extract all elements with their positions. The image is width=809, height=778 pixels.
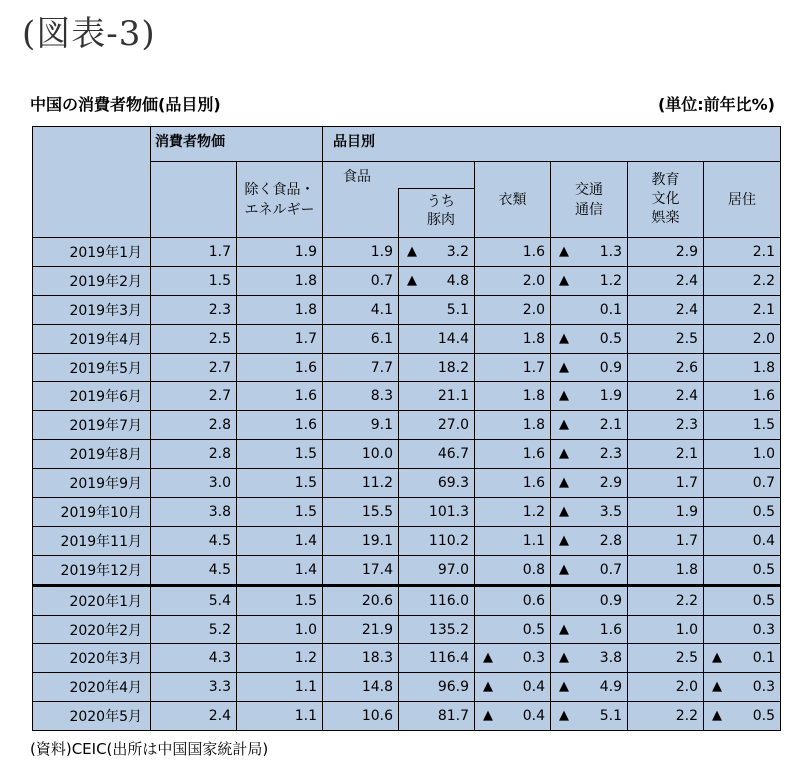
cell-food: 4.1	[323, 295, 399, 324]
cell-cpi: 2.5	[151, 324, 237, 353]
cell-clothing: 0.5	[475, 615, 551, 644]
table-row	[33, 353, 781, 382]
negative-triangle-icon: ▲	[483, 679, 493, 695]
cell-pork: 81.7	[399, 702, 475, 731]
header-pork	[399, 189, 475, 238]
cell-education: 2.5	[628, 324, 704, 353]
cell-month: 2020年4月	[33, 673, 151, 702]
cell-value: 3.5	[599, 503, 622, 520]
cell-pork: 110.2	[399, 526, 475, 555]
figure-label: (図表-3)	[22, 14, 156, 54]
cell-pork: 5.1	[399, 295, 475, 324]
negative-triangle-icon: ▲	[559, 503, 569, 519]
cell-education: 2.0	[628, 673, 704, 702]
negative-triangle-icon: ▲	[559, 272, 569, 288]
negative-triangle-icon: ▲	[559, 475, 569, 491]
header-core-line2: エネルギー	[244, 201, 315, 218]
cell-housing: 0.5	[704, 498, 781, 527]
table-row	[33, 526, 781, 555]
cell-cpi: 2.7	[151, 382, 237, 411]
cell-value: 2.3	[599, 446, 622, 463]
cell-transport	[551, 644, 628, 673]
cell-value: 0.4	[522, 708, 545, 725]
cell-housing: 0.4	[704, 526, 781, 555]
cell-transport	[551, 266, 628, 295]
cell-value: 0.9	[599, 359, 622, 376]
header-edu-line3: 娯楽	[651, 210, 680, 226]
cell-core: 1.8	[237, 266, 323, 295]
cell-core: 1.5	[237, 440, 323, 469]
table-title: 中国の消費者物価(品目別)	[30, 95, 221, 114]
cell-core: 1.6	[237, 411, 323, 440]
cell-core: 1.5	[237, 469, 323, 498]
cell-pork: 135.2	[399, 615, 475, 644]
cell-cpi: 2.4	[151, 702, 237, 731]
negative-triangle-icon: ▲	[559, 650, 569, 666]
cell-value: 2.9	[599, 475, 622, 492]
cell-pork: 97.0	[399, 555, 475, 585]
cell-education: 1.0	[628, 615, 704, 644]
cell-value: 4.8	[446, 272, 469, 289]
cell-education: 2.2	[628, 585, 704, 615]
cell-core: 1.1	[237, 673, 323, 702]
cell-transport	[551, 382, 628, 411]
cell-month: 2019年2月	[33, 266, 151, 295]
cell-transport	[551, 702, 628, 731]
table-row	[33, 382, 781, 411]
cell-housing: 1.5	[704, 411, 781, 440]
cell-pork: 27.0	[399, 411, 475, 440]
table-row	[33, 411, 781, 440]
cell-transport	[551, 324, 628, 353]
negative-triangle-icon: ▲	[407, 243, 417, 259]
cell-housing: 2.1	[704, 295, 781, 324]
cell-transport	[551, 526, 628, 555]
cell-value: 3.8	[599, 650, 622, 667]
cell-core: 1.9	[237, 238, 323, 267]
cell-core: 1.5	[237, 498, 323, 527]
negative-triangle-icon: ▲	[559, 446, 569, 462]
negative-triangle-icon: ▲	[483, 708, 493, 724]
cell-cpi: 1.7	[151, 238, 237, 267]
header-clothing: 衣類	[475, 162, 551, 238]
cell-housing: 0.7	[704, 469, 781, 498]
cell-core: 1.8	[237, 295, 323, 324]
table-row	[33, 702, 781, 731]
cell-food: 6.1	[323, 324, 399, 353]
cell-food: 21.9	[323, 615, 399, 644]
cell-pork: 21.1	[399, 382, 475, 411]
cell-food: 20.6	[323, 585, 399, 615]
header-housing: 居住	[704, 162, 781, 238]
cell-value: 0.4	[522, 679, 545, 696]
cell-food: 17.4	[323, 555, 399, 585]
cell-cpi: 2.8	[151, 411, 237, 440]
negative-triangle-icon: ▲	[559, 359, 569, 375]
cell-month: 2019年6月	[33, 382, 151, 411]
cell-cpi: 5.2	[151, 615, 237, 644]
header-edu-line2: 文化	[651, 191, 680, 207]
cell-clothing	[475, 673, 551, 702]
cell-food: 18.3	[323, 644, 399, 673]
negative-triangle-icon: ▲	[559, 388, 569, 404]
negative-triangle-icon: ▲	[559, 561, 569, 577]
header-education	[628, 162, 704, 238]
cell-clothing: 0.6	[475, 585, 551, 615]
cell-cpi: 5.4	[151, 585, 237, 615]
cell-education: 1.8	[628, 555, 704, 585]
cell-value: 4.9	[599, 679, 622, 696]
table-row	[33, 238, 781, 267]
cell-cpi: 3.8	[151, 498, 237, 527]
negative-triangle-icon: ▲	[407, 272, 417, 288]
negative-triangle-icon: ▲	[483, 650, 493, 666]
negative-triangle-icon: ▲	[559, 621, 569, 637]
cell-housing	[704, 702, 781, 731]
header-core	[237, 162, 323, 238]
header-transport-line1: 交通	[575, 181, 603, 198]
cell-core: 1.7	[237, 324, 323, 353]
cell-food: 10.0	[323, 440, 399, 469]
cell-food: 8.3	[323, 382, 399, 411]
cell-education: 2.4	[628, 382, 704, 411]
cell-clothing: 0.8	[475, 555, 551, 585]
cell-transport	[551, 615, 628, 644]
cell-core: 1.2	[237, 644, 323, 673]
cell-transport	[551, 353, 628, 382]
cell-transport	[551, 411, 628, 440]
cell-month: 2019年5月	[33, 353, 151, 382]
cell-month: 2020年3月	[33, 644, 151, 673]
cell-cpi: 2.7	[151, 353, 237, 382]
cell-cpi: 3.0	[151, 469, 237, 498]
cell-housing: 1.8	[704, 353, 781, 382]
cell-housing: 1.0	[704, 440, 781, 469]
cell-transport	[551, 555, 628, 585]
cell-transport	[551, 469, 628, 498]
cell-housing: 2.1	[704, 238, 781, 267]
cell-food: 0.7	[323, 266, 399, 295]
cell-pork: 18.2	[399, 353, 475, 382]
cell-education: 2.5	[628, 644, 704, 673]
cell-education: 2.4	[628, 266, 704, 295]
header-core-line1: 除く食品・	[244, 181, 315, 198]
cell-education: 2.9	[628, 238, 704, 267]
cell-month: 2020年5月	[33, 702, 151, 731]
cell-cpi: 4.5	[151, 526, 237, 555]
cell-food: 10.6	[323, 702, 399, 731]
cell-education: 1.7	[628, 469, 704, 498]
header-edu-line1: 教育	[651, 172, 680, 188]
cell-month: 2020年1月	[33, 585, 151, 615]
cell-food: 14.8	[323, 673, 399, 702]
cell-value: 0.3	[522, 650, 545, 667]
table-body	[33, 238, 781, 731]
cell-pork: 96.9	[399, 673, 475, 702]
cell-month: 2019年12月	[33, 555, 151, 585]
cell-cpi: 2.8	[151, 440, 237, 469]
cell-education: 1.9	[628, 498, 704, 527]
cell-clothing: 1.7	[475, 353, 551, 382]
cell-value: 0.5	[599, 330, 622, 347]
cell-month: 2019年10月	[33, 498, 151, 527]
cell-transport	[551, 498, 628, 527]
cell-value: 3.2	[446, 243, 469, 260]
cell-housing: 0.3	[704, 615, 781, 644]
negative-triangle-icon: ▲	[712, 650, 722, 666]
cell-core: 1.6	[237, 382, 323, 411]
cell-food: 11.2	[323, 469, 399, 498]
cell-food: 7.7	[323, 353, 399, 382]
cell-pork: 46.7	[399, 440, 475, 469]
cell-food: 19.1	[323, 526, 399, 555]
cell-housing: 2.2	[704, 266, 781, 295]
cell-value: 1.6	[599, 621, 622, 638]
table-row	[33, 585, 781, 615]
cell-pork: 101.3	[399, 498, 475, 527]
cell-month: 2019年3月	[33, 295, 151, 324]
header-corner	[33, 127, 151, 238]
cell-transport: 0.1	[551, 295, 628, 324]
cell-food: 1.9	[323, 238, 399, 267]
cell-cpi: 4.5	[151, 555, 237, 585]
source-note: (資料)CEIC(出所は中国国家統計局)	[30, 740, 269, 758]
cell-month: 2019年4月	[33, 324, 151, 353]
cell-clothing	[475, 644, 551, 673]
negative-triangle-icon: ▲	[712, 679, 722, 695]
cpi-table	[32, 126, 781, 731]
negative-triangle-icon: ▲	[559, 532, 569, 548]
table-row	[33, 673, 781, 702]
cell-transport	[551, 440, 628, 469]
cell-month: 2019年9月	[33, 469, 151, 498]
cell-clothing: 1.1	[475, 526, 551, 555]
cell-clothing: 2.0	[475, 266, 551, 295]
cell-clothing: 2.0	[475, 295, 551, 324]
cell-month: 2019年11月	[33, 526, 151, 555]
cell-clothing: 1.2	[475, 498, 551, 527]
cell-value: 0.5	[752, 708, 776, 725]
cell-cpi: 2.3	[151, 295, 237, 324]
cell-pork: 116.4	[399, 644, 475, 673]
cell-month: 2020年2月	[33, 615, 151, 644]
cell-education: 2.1	[628, 440, 704, 469]
cell-housing	[704, 673, 781, 702]
table-row	[33, 615, 781, 644]
cell-core: 1.0	[237, 615, 323, 644]
cell-housing: 0.5	[704, 585, 781, 615]
cell-value: 1.2	[599, 272, 622, 289]
cell-clothing: 1.8	[475, 382, 551, 411]
cell-value: 2.1	[599, 417, 622, 434]
cell-clothing: 1.6	[475, 440, 551, 469]
cell-pork	[399, 266, 475, 295]
header-cpi: 消費者物価	[151, 127, 323, 162]
cell-value: 0.3	[752, 679, 776, 696]
header-transport	[551, 162, 628, 238]
table-row	[33, 266, 781, 295]
cell-cpi: 1.5	[151, 266, 237, 295]
cell-clothing: 1.6	[475, 238, 551, 267]
cell-pork	[399, 238, 475, 267]
header-pork-line1: うち	[427, 194, 455, 210]
cell-housing	[704, 644, 781, 673]
table-row	[33, 555, 781, 585]
cell-value: 0.1	[752, 650, 776, 667]
cell-education: 2.3	[628, 411, 704, 440]
negative-triangle-icon: ▲	[559, 330, 569, 346]
negative-triangle-icon: ▲	[559, 679, 569, 695]
cell-clothing: 1.6	[475, 469, 551, 498]
cell-value: 2.8	[599, 532, 622, 549]
header-transport-line2: 通信	[575, 201, 603, 218]
cell-month: 2019年1月	[33, 238, 151, 267]
table-row	[33, 644, 781, 673]
cell-month: 2019年8月	[33, 440, 151, 469]
header-food: 食品	[323, 162, 399, 238]
cell-core: 1.6	[237, 353, 323, 382]
table-row	[33, 295, 781, 324]
cell-education: 2.4	[628, 295, 704, 324]
cell-value: 1.9	[599, 388, 622, 405]
header-pork-line2: 豚肉	[427, 212, 455, 228]
cell-core: 1.4	[237, 526, 323, 555]
header-food-gap	[399, 162, 475, 189]
cell-transport	[551, 238, 628, 267]
cell-value: 1.3	[599, 243, 622, 260]
cell-cpi: 4.3	[151, 644, 237, 673]
negative-triangle-icon: ▲	[559, 417, 569, 433]
unit-note: (単位:前年比%)	[657, 95, 775, 114]
cell-housing: 1.6	[704, 382, 781, 411]
table-row	[33, 469, 781, 498]
negative-triangle-icon: ▲	[559, 708, 569, 724]
cell-education: 2.6	[628, 353, 704, 382]
cell-value: 5.1	[599, 708, 622, 725]
cell-core: 1.1	[237, 702, 323, 731]
header-cpi-total	[151, 162, 237, 238]
cell-month: 2019年7月	[33, 411, 151, 440]
cell-education: 2.2	[628, 702, 704, 731]
cell-pork: 69.3	[399, 469, 475, 498]
cell-cpi: 3.3	[151, 673, 237, 702]
cell-food: 9.1	[323, 411, 399, 440]
table-row	[33, 498, 781, 527]
cell-food: 15.5	[323, 498, 399, 527]
header-by-item: 品目別	[323, 127, 781, 162]
cell-housing: 0.5	[704, 555, 781, 585]
cell-core: 1.4	[237, 555, 323, 585]
cell-pork: 14.4	[399, 324, 475, 353]
cell-housing: 2.0	[704, 324, 781, 353]
negative-triangle-icon: ▲	[559, 243, 569, 259]
cell-core: 1.5	[237, 585, 323, 615]
cell-transport	[551, 673, 628, 702]
cell-value: 0.7	[599, 561, 622, 578]
table-row	[33, 324, 781, 353]
cell-education: 1.7	[628, 526, 704, 555]
cell-clothing: 1.8	[475, 324, 551, 353]
table-row	[33, 440, 781, 469]
cell-clothing: 1.8	[475, 411, 551, 440]
cell-clothing	[475, 702, 551, 731]
negative-triangle-icon: ▲	[712, 708, 722, 724]
cell-transport: 0.9	[551, 585, 628, 615]
cell-pork: 116.0	[399, 585, 475, 615]
